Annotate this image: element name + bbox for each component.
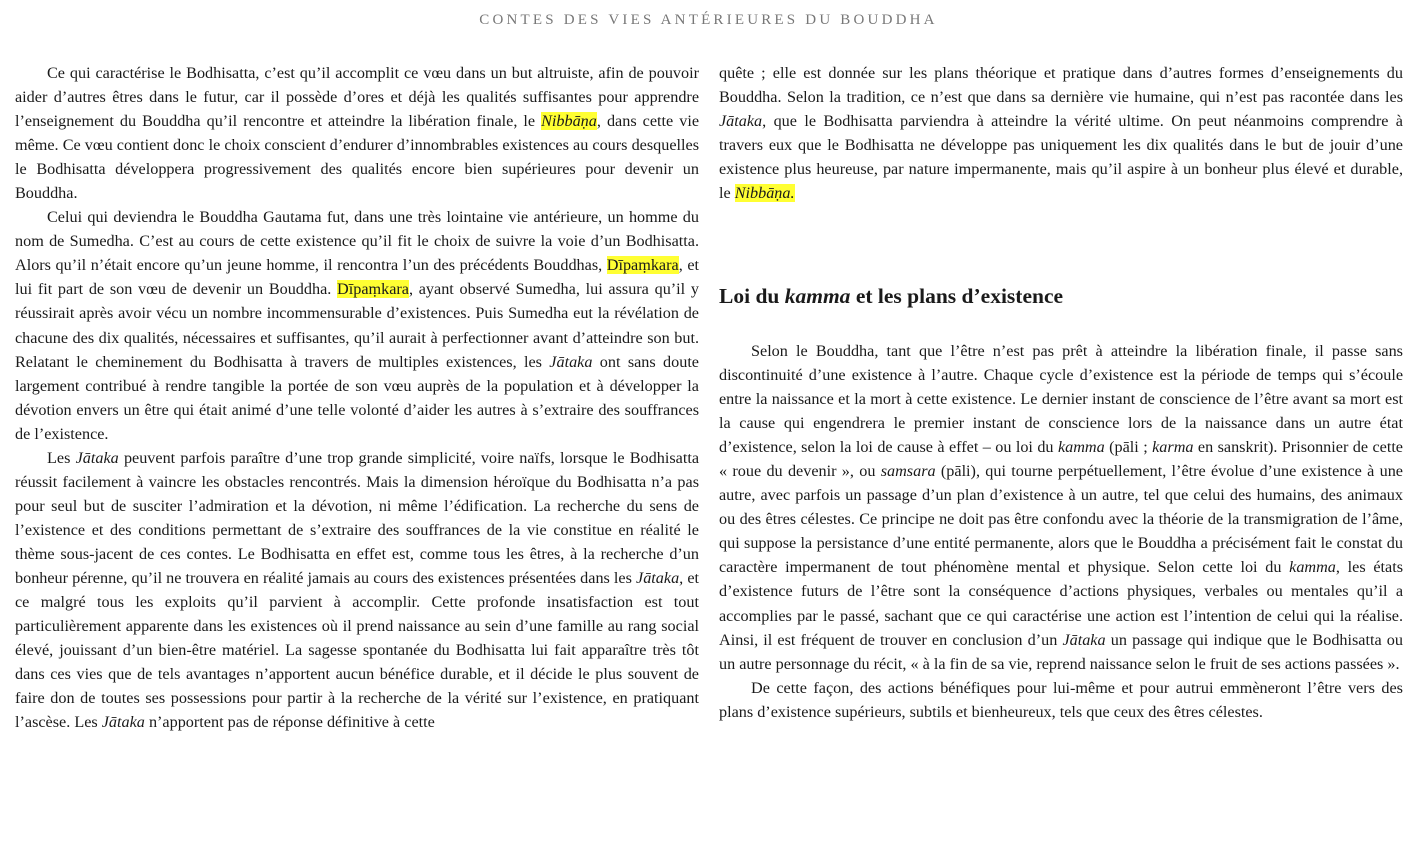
- text: peuvent parfois paraître d’une trop grande simplicité, voire naïfs, lorsque le Bodhisatta réussit facilement à vaincre les obstacles rencontrés. Mais la dimension héroïque du Bodhisatta n’a pas pour seul but de susciter l’admiration et la dévotion, ni même l’édification. La recherche du sens de l’existence et des conditions permettant de s’extraire des souffrances de la vie constitue en réalité le thème sous-jacent de ces contes. Le Bodhisatta en effet est, comme tous les êtres, à la recherche d’un bonheur pérenne, qu’il ne trouvera en réalité jamais au cours des existences présentées dans les: [15, 448, 699, 587]
- text: Celui qui deviendra le Bouddha Gautama fut, dans une très lointaine vie antérieure, un homme du nom de Sumedha. C’est au cours de cette existence qu’il fit le choix de suivre la voie d’un Bodhisatta. Alors qu’il n’était encore qu’un jeune homme, il rencontra l’un des précédents Bouddhas,: [15, 208, 699, 275]
- highlighted-name: Dīpaṃkara: [337, 280, 409, 299]
- italic-term: Jātaka: [101, 713, 145, 732]
- italic-term: kamma: [784, 284, 851, 308]
- text: et les plans d’existence: [850, 284, 1064, 308]
- paragraph: [15, 205, 699, 445]
- text: Loi du: [719, 284, 785, 308]
- text: Ce qui caractérise le Bodhisatta, c’est qu’il accomplit ce vœu dans un but altruiste, afin de pouvoir aider d’autres êtres dans le futur, car il possède d’ores et déjà les qualités suffisantes pour apprendre l’enseignement du Bouddha qu’il rencontre et atteindre la libération finale, le: [15, 64, 699, 131]
- text: , dans cette vie même. Ce vœu contient donc le choix conscient d’endurer d’innombrables existences au cours desquelles le Bodhisatta développera progressivement des qualités encore bien supérieures pour devenir un Bouddha.: [15, 112, 699, 203]
- paragraph: [719, 339, 1403, 676]
- text: Les: [47, 448, 76, 467]
- left-column: [15, 61, 699, 734]
- italic-term: Jātaka,: [636, 568, 684, 587]
- text: (pāli ;: [1104, 438, 1153, 457]
- text: (pāli), qui tourne perpétuellement, l’être évolue d’une existence à une autre, avec parfois un passage d’un plan d’existence à un autre, tel que celui des humains, des animaux ou des êtres célestes. Ce principe ne doit pas être confondu avec la théorie de la transmigration de l’âme, qui suppose la persistance d’une entité permanente, alors que le Bouddha a précisément fait le constat du caractère impermanent de tout phénomène mental et physique. Selon cette loi du: [719, 462, 1403, 577]
- text: en sanskrit). Prisonnier de cette « roue du devenir », ou: [719, 438, 1403, 481]
- text: quête ; elle est donnée sur les plans théorique et pratique dans d’autres formes d’enseignements du Bouddha. Selon la tradition, ce n’est que dans sa dernière vie humaine, qui n’est pas racontée dans les: [719, 64, 1403, 107]
- highlighted-name: Dīpaṃkara: [606, 256, 679, 275]
- italic-term: Jātaka: [75, 448, 119, 467]
- text: De cette façon, des actions bénéfiques pour lui-même et pour autrui emmèneront l’être vers des plans d’existence supérieurs, subtils et bienheureux, tels que ceux des êtres célestes.: [719, 678, 1403, 721]
- italic-term: karma: [1152, 438, 1194, 457]
- text: Selon le Bouddha, tant que l’être n’est pas prêt à atteindre la libération finale, il passe sans discontinuité d’une existence à l’autre. Chaque cycle d’existence est la période de temps qui s’écoule entre la naissance et la mort à cette existence. Le dernier instant de conscience de l’être avant sa mort est la cause qui engendrera le premier instant de conscience lors de la naissance dans un autre état d’existence, selon la loi de cause à effet – ou loi du: [719, 342, 1403, 457]
- paragraph: [719, 676, 1403, 724]
- section-heading: [719, 284, 1403, 309]
- italic-term: Jātaka: [719, 112, 763, 131]
- italic-term: kamma: [1289, 558, 1336, 577]
- paragraph: [15, 61, 699, 205]
- text: , les états d’existence futurs de l’être sont la conséquence d’actions physiques, verbales ou mentales qu’il a accomplies par le passé, sachant que ce qui caractérise une action est l’intention de celui qui la réalise. Ainsi, il est fréquent de trouver en conclusion d’un: [719, 558, 1403, 649]
- italic-term: samsara: [880, 462, 936, 481]
- text: , et lui fit part de son vœu de devenir un Bouddha.: [15, 256, 699, 299]
- highlighted-term: Nibbāṇa.: [734, 184, 795, 203]
- running-head: CONTES DES VIES ANTÉRIEURES DU BOUDDHA: [479, 12, 938, 28]
- text: ont sans doute largement contribué à rendre tangible la portée de son vœu auprès de la population et à développer la dévotion envers un être qui était animé d’une telle volonté d’aider les autres à s’extraire des souffrances de l’existence.: [15, 352, 699, 443]
- text: n’apportent pas de réponse définitive à cette: [144, 713, 435, 732]
- italic-term: Jātaka: [549, 352, 593, 371]
- text: et ce malgré tous les exploits qu’il parvient à accomplir. Cette profonde insatisfaction est tout particulièrement apparente dans les existences où il prend naissance au sein d’une famille au rang social élevé, jouissant d’un bien-être matériel. La sagesse spontanée du Bodhisatta lui fait apparaître très tôt dans ces vies que de tels avantages n’apportent aucun bénéfice durable, et il décide le plus souvent de faire don de toutes ses possessions pour partir à la recherche de la vérité sur l’existence, en pratiquant l’ascèse. Les: [15, 568, 699, 732]
- right-column-section: [719, 339, 1403, 724]
- italic-term: Jātaka: [1062, 630, 1106, 649]
- text: , que le Bodhisatta parviendra à atteindre la vérité ultime. On peut néanmoins comprendre à travers eux que le Bodhisatta ne développe pas uniquement les dix qualités dans le but de jouir d’une existence plus heureuse, par nature impermanente, mais qu’il aspire à un bonheur plus élevé et durable, le: [719, 112, 1403, 203]
- text: un passage qui indique que le Bodhisatta ou un autre personnage du récit, « à la fin de sa vie, reprend naissance selon le fruit de ses actions passées ».: [719, 630, 1403, 673]
- text: , ayant observé Sumedha, lui assura qu’il y réussirait après avoir vécu un nombre incommensurable d’existences. Puis Sumedha eut la révélation de chacune des dix qualités, nécessaires et suffisantes, qu’il aurait à perfectionner avant d’atteindre son but. Relatant le cheminement du Bodhisatta à travers de multiples existences, les: [15, 280, 699, 371]
- italic-term: kamma: [1057, 438, 1105, 457]
- highlighted-term: Nibbāṇa: [541, 112, 597, 131]
- paragraph: [719, 61, 1403, 205]
- right-column: [719, 61, 1403, 205]
- paragraph: [15, 446, 699, 735]
